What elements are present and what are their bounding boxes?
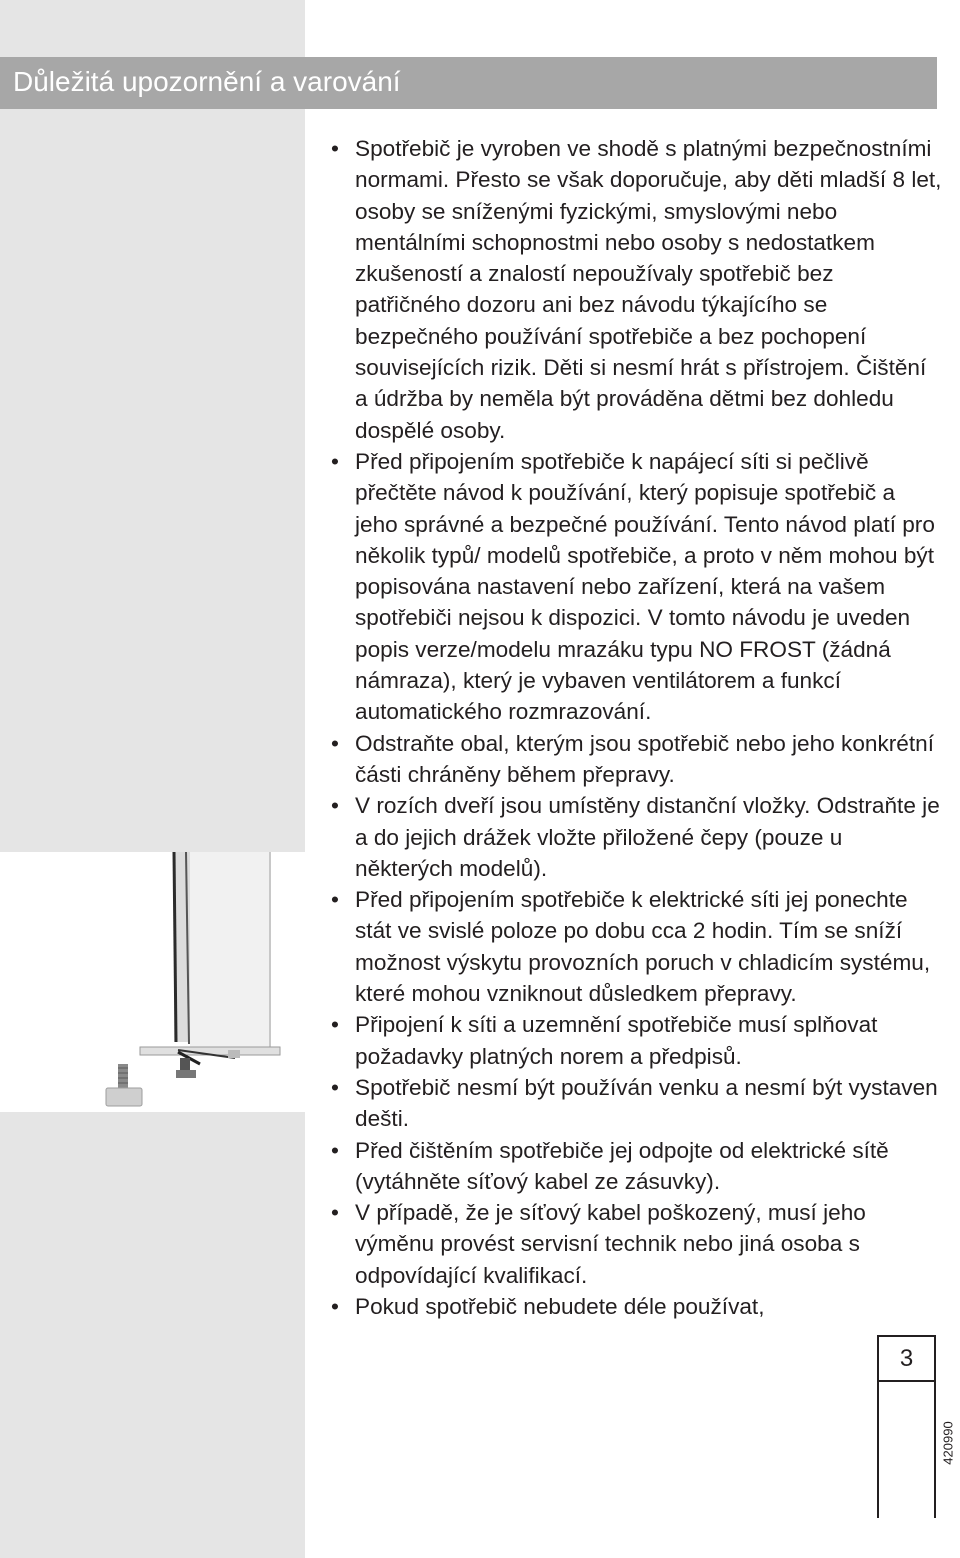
list-item: • Před připojením spotřebiče k napájecí síti si pečlivě přečtěte návod k používání, který popisuje spotřebič a jeho správné a bezpečné používání. Tento návod platí pro několik typů/ modelů spotřebiče, a proto v něm mohou být popisována nastavení nebo zařízení, která na vašem spotřebiči nejsou k dispozici. V tomto návodu je uveden popis verze/modelu mrazáku typu NO FROST (žádná námraza), který je vybaven ventilátorem a funkcí automatického rozmrazování.	[330, 446, 942, 728]
page-number-frame	[877, 1335, 936, 1382]
warnings-content	[330, 133, 942, 1322]
list-item: • Spotřebič nesmí být používán venku a nesmí být vystaven dešti.	[330, 1072, 942, 1135]
list-item: • Připojení k síti a uzemnění spotřebiče musí splňovat požadavky platných norem a předpisů.	[330, 1009, 942, 1072]
list-item: • Spotřebič je vyroben ve shodě s platnými bezpečnostními normami. Přesto se však doporučuje, aby děti mladší 8 let, osoby se sníženými fyzickými, smyslovými nebo mentálními schopnostmi nebo osoby s nedostatkem zkušeností a znalostí nepoužívaly spotřebič bez patřičného dozoru ani bez návodu týkajícího se bezpečného používání spotřebiče a bez pochopení souvisejících rizik. Děti si nesmí hrát s přístrojem. Čištění a údržba by neměla být prováděna dětmi bez dohledu dospělé osoby.	[330, 133, 942, 446]
list-item: • Odstraňte obal, kterým jsou spotřebič nebo jeho konkrétní části chráněny během přepravy.	[330, 728, 942, 791]
page-number-box	[877, 1335, 936, 1518]
list-item: • V případě, že je síťový kabel poškozený, musí jeho výměnu provést servisní technik nebo jiná osoba s odpovídající kvalifikací.	[330, 1197, 942, 1291]
warnings-list	[330, 133, 942, 1322]
list-item: • Před čištěním spotřebiče jej odpojte od elektrické sítě (vytáhněte síťový kabel ze zásuvky).	[330, 1135, 942, 1198]
section-header-bar	[0, 57, 937, 109]
appliance-foot-photo	[0, 852, 305, 1112]
list-item: • V rozích dveří jsou umístěny distanční vložky. Odstraňte je a do jejich drážek vložte přiložené čepy (pouze u některých modelů).	[330, 790, 942, 884]
list-item: • Před připojením spotřebiče k elektrické síti jej ponechte stát ve svislé poloze po dobu cca 2 hodin. Tím se sníží možnost výskytu provozních poruch v chladicím systému, které mohou vzniknout důsledkem přepravy.	[330, 884, 942, 1009]
list-item: • Pokud spotřebič nebudete déle používat,	[330, 1291, 942, 1322]
section-title: Důležitá upozornění a varování	[13, 66, 401, 97]
side-panel	[0, 0, 305, 1558]
document-code	[932, 1398, 960, 1488]
document-code-text: 420990	[940, 1421, 956, 1465]
page-number: 3	[899, 1345, 914, 1372]
